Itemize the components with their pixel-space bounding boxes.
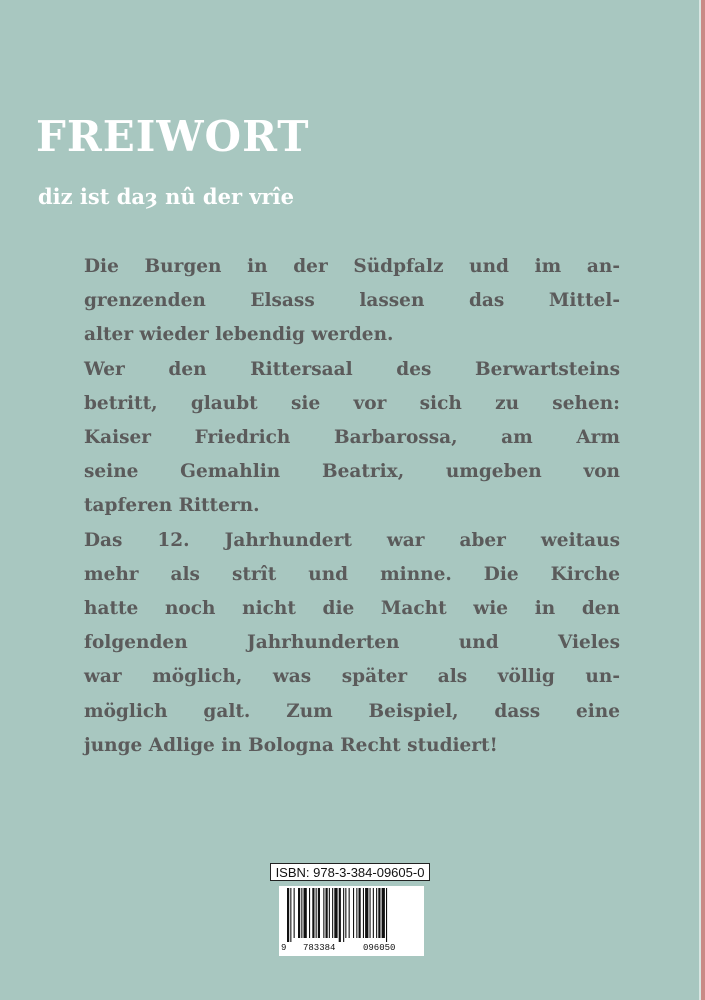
- blurb-line: Wer den Rittersaal des Berwartsteins: [84, 358, 620, 380]
- blurb-line: hatte noch nicht die Macht wie in den: [84, 598, 620, 620]
- blurb-paragraph: [84, 524, 620, 763]
- blurb-line: junge Adlige in Bologna Recht studiert!: [84, 734, 498, 756]
- blurb-line: tapferen Rittern.: [84, 495, 260, 517]
- barcode-bar: [382, 888, 385, 938]
- barcode-bar: [309, 888, 310, 938]
- barcode-bar: [345, 888, 346, 938]
- barcode-bar: [298, 888, 300, 938]
- barcode-bar: [312, 888, 314, 938]
- barcode-bar: [365, 888, 368, 938]
- barcode-bar: [373, 888, 374, 938]
- blurb-line: folgenden Jahrhunderten und Vieles: [84, 632, 620, 654]
- barcode-bar: [353, 888, 354, 938]
- blurb-line: mehr als strît und minne. Die Kirche: [84, 563, 620, 585]
- barcode-bar: [339, 888, 341, 942]
- barcode-bar: [287, 888, 289, 942]
- barcode-bar: [386, 888, 387, 942]
- barcode-digit-prefix: 9: [281, 943, 287, 953]
- blurb-paragraph: [84, 353, 620, 524]
- barcode-digits-left: 783384: [303, 943, 336, 953]
- barcode-bar: [301, 888, 302, 938]
- blurb-line: Kaiser Friedrich Barbarossa, am Arm: [84, 427, 620, 449]
- isbn-barcode: [279, 886, 424, 956]
- blurb-line: möglich galt. Zum Beispiel, dass eine: [84, 700, 620, 722]
- blurb-line: war möglich, was später als völlig un-: [84, 666, 620, 688]
- barcode-bar: [363, 888, 364, 938]
- barcode-bar: [329, 888, 330, 938]
- blurb-line: alter wieder lebendig werden.: [84, 324, 394, 346]
- blurb-line: Das 12. Jahrhundert war aber weitaus: [84, 529, 620, 551]
- barcode-bar: [349, 888, 350, 938]
- blurb-line: betritt, glaubt sie vor sich zu sehen:: [84, 392, 620, 414]
- blurb-line: Die Burgen in der Südpfalz und im an-: [84, 256, 620, 277]
- barcode-bar: [376, 888, 377, 938]
- barcode-bar: [294, 888, 295, 938]
- spine-edge: [701, 0, 705, 1000]
- blurb-text: [84, 250, 620, 763]
- barcode-bar: [318, 888, 320, 938]
- book-subtitle: diz ist daȝ nû der vrîe: [38, 184, 294, 209]
- barcode-bar: [370, 888, 371, 938]
- barcode-digits-right: 096050: [363, 943, 396, 953]
- barcode-bar: [323, 888, 324, 938]
- blurb-line: seine Gemahlin Beatrix, umgeben von: [84, 461, 620, 483]
- barcode-bar: [326, 888, 328, 938]
- blurb-paragraph: [84, 250, 620, 353]
- barcode-bar: [356, 888, 357, 938]
- book-title: FREIWORT: [36, 112, 310, 161]
- barcode-bar: [359, 888, 361, 938]
- blurb-line: grenzenden Elsass lassen das Mittel-: [84, 290, 620, 312]
- barcode-bars: [279, 886, 424, 942]
- barcode-bar: [343, 888, 344, 942]
- barcode-bar: [334, 888, 337, 938]
- barcode-bar: [290, 888, 291, 942]
- barcode-bar: [332, 888, 333, 938]
- isbn-label: ISBN: 978-3-384-09605-0: [270, 863, 430, 881]
- barcode-bar: [304, 888, 307, 938]
- barcode-bar: [316, 888, 317, 938]
- barcode-bar: [378, 888, 380, 938]
